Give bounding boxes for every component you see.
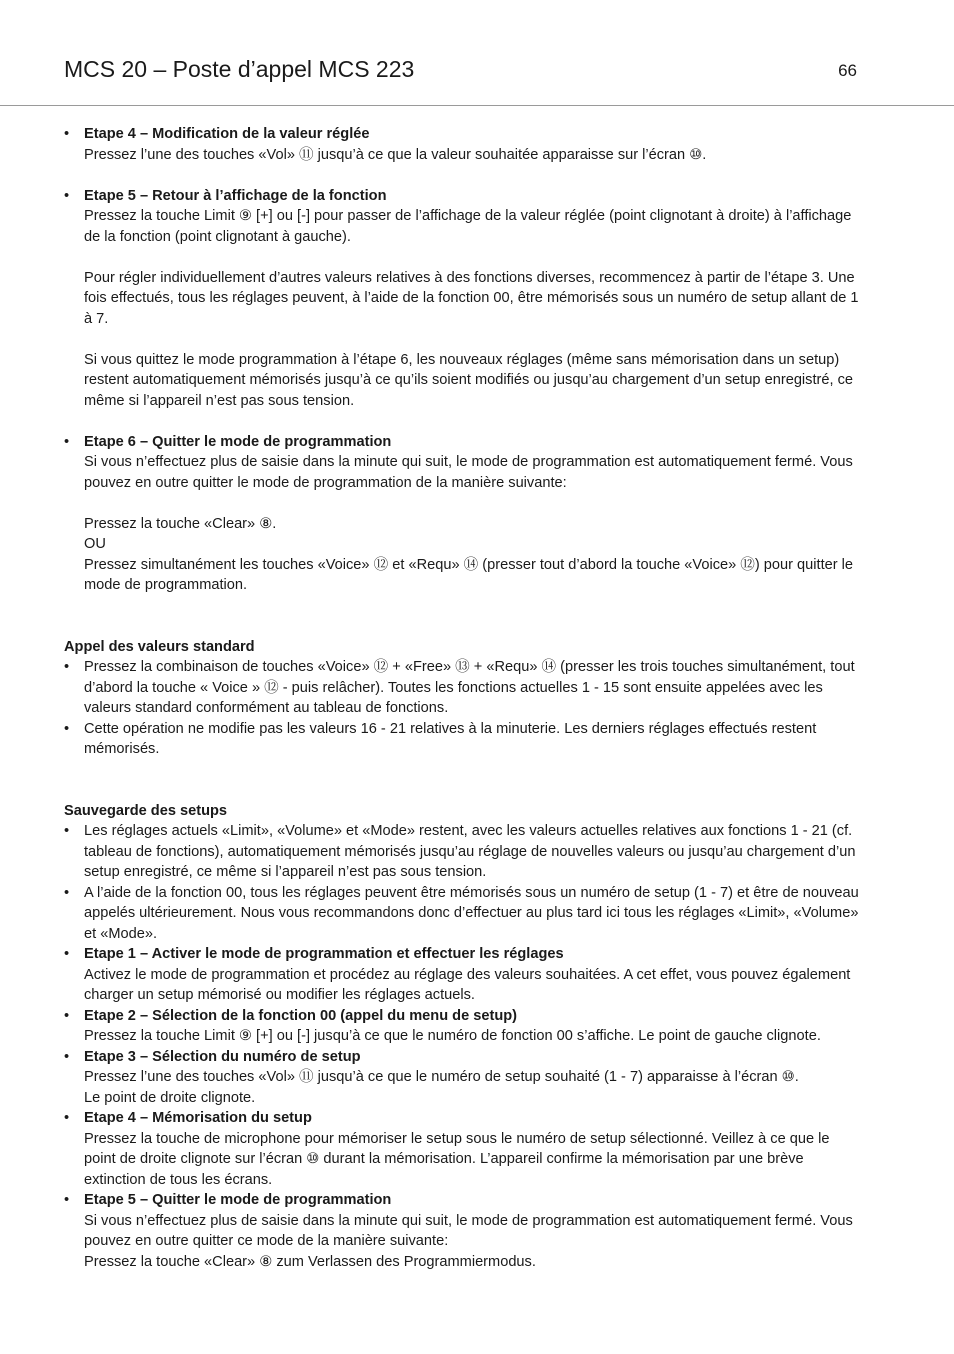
step-text: Le point de droite clignote. <box>84 1089 256 1106</box>
list-item-text: • A l’aide de la fonction 00, tous les réglages peuvent être mémorisés sous un numéro de setup (1 - 7) et être de nouveau appelés ultérieurement. Nous vous recommandons donc d’effectuer au plus tard ici tous les réglages «Limit», «Volume» et «Mode». <box>84 884 859 942</box>
step-text: Si vous n’effectuez plus de saisie dans la minute qui suit, le mode de programmation est automatiquement fermé. Vous pouvez en outre quitter ce mode de la manière suivante: <box>84 1212 853 1249</box>
setup-step-4 <box>64 1108 864 1190</box>
section-heading-setups: Sauvegarde des setups <box>64 802 228 819</box>
step-title: • Etape 2 – Sélection de la fonction 00 (appel du menu de setup) <box>84 1007 518 1024</box>
step-text: OU <box>84 536 106 552</box>
step-title: • Etape 5 – Retour à l’affichage de la fonction <box>84 187 387 204</box>
setup-step-1 <box>64 944 864 1006</box>
list-item <box>64 657 864 719</box>
step-text: Pressez la touche «Clear» ⑧. <box>84 515 277 532</box>
page-title: MCS 20 – Poste d’appel MCS 223 <box>64 56 415 82</box>
list-item-text: • Cette opération ne modifie pas les valeurs 16 - 21 relatives à la minuterie. Les derniers réglages effectués restent mémorisés. <box>84 720 817 757</box>
list-item-text: • Les réglages actuels «Limit», «Volume» et «Mode» restent, avec les valeurs actuelles relatives aux fonctions 1 - 21 (cf. tableau de fonctions), automatiquement mémorisés jusqu’au réglage de nouvelles valeurs ou jusqu’au chargement d’un setup enregistré, ce même si l’appareil n’est pas sous tension. <box>84 823 856 880</box>
section-heading-standard-values: Appel des valeurs standard <box>64 638 255 655</box>
step-4-modify-value <box>64 124 864 165</box>
setup-step-3 <box>64 1047 864 1109</box>
setup-step-2 <box>64 1006 864 1047</box>
header-divider <box>0 105 954 106</box>
step-text: Activez le mode de programmation et procédez au réglage des valeurs souhaitées. A cet effet, vous pouvez également charger un setup mémorisé ou modifier les réglages actuels. <box>84 966 851 1003</box>
step-text: Pour régler individuellement d’autres valeurs relatives à des fonctions diverses, recommencez à partir de l’étape 3. Une fois effectués, tous les réglages peuvent, à l’aide de la fonction 00, être mémorisés sous un numéro de setup allant de 1 à 7. <box>84 269 859 327</box>
step-6-quit-programming <box>64 432 864 596</box>
step-text: Pressez l’une des touches «Vol» ⑪ jusqu’à ce que le numéro de setup souhaité (1 - 7) apparaisse à l’écran ⑩. <box>84 1069 799 1085</box>
step-title: • Etape 4 – Mémorisation du setup <box>84 1110 312 1126</box>
step-title: • Etape 4 – Modification de la valeur réglée <box>84 126 370 142</box>
step-title: • Etape 5 – Quitter le mode de programmation <box>84 1192 392 1208</box>
step-text: Si vous quittez le mode programmation à l’étape 6, les nouveaux réglages (même sans mémorisation dans un setup) restent automatiquement mémorisés jusqu’à ce qu’ils soient modifiés ou jusqu’au chargement d’un setup enregistré, ce même si l’appareil n’est pas sous tension. <box>84 351 854 409</box>
step-text: Pressez la touche Limit ⑨ [+] ou [-] pour passer de l’affichage de la valeur réglée (point clignotant à droite) à l’affichage de la fonction (point clignotant à gauche). <box>84 208 852 245</box>
page-number: 66 <box>838 61 857 80</box>
list-item-text: • Pressez la combinaison de touches «Voice» ⑫ + «Free» ⑬ + «Requ» ⑭ (presser les trois touches simultanément, tout d’abord la touche « Voice » ⑫ - puis relâcher). Toutes les fonctions actuelles 1 - 15 sont ensuite appelées avec les valeurs standard conformément au tableau de fonctions. <box>84 659 855 716</box>
setup-step-5 <box>64 1190 864 1272</box>
step-text: Pressez simultanément les touches «Voice» ⑫ et «Requ» ⑭ (presser tout d’abord la touche «Voice» ⑫) pour quitter le mode de programmation. <box>84 556 854 593</box>
step-title: • Etape 6 – Quitter le mode de programmation <box>84 433 392 450</box>
list-item <box>64 821 864 883</box>
step-text: Pressez l’une des touches «Vol» ⑪ jusqu’à ce que la valeur souhaitée apparaisse sur l’écran ⑩. <box>84 146 707 163</box>
page-content <box>64 124 864 1272</box>
step-text: Pressez la touche de microphone pour mémoriser le setup sous le numéro de setup sélectionné. Veillez à ce que le point de droite clignote sur l’écran ⑩ durant la mémorisation. L’appareil confirme la mémorisation par une brève extinction de tous les écrans. <box>84 1130 830 1188</box>
step-text: Pressez la touche «Clear» ⑧ zum Verlassen des Programmiermodus. <box>84 1253 536 1270</box>
list-item <box>64 719 864 760</box>
step-title: • Etape 1 – Activer le mode de programmation et effectuer les réglages <box>84 946 564 962</box>
step-5-return-function <box>64 186 864 412</box>
step-text: Pressez la touche Limit ⑨ [+] ou [-] jusqu’à ce que le numéro de fonction 00 s’affiche. Le point de gauche clignote. <box>84 1028 821 1044</box>
list-item <box>64 883 864 945</box>
step-text: Si vous n’effectuez plus de saisie dans la minute qui suit, le mode de programmation est automatiquement fermé. Vous pouvez en outre quitter le mode de programmation de la manière suivante: <box>84 454 853 491</box>
page-header <box>0 0 954 106</box>
step-title: • Etape 3 – Sélection du numéro de setup <box>84 1048 361 1065</box>
